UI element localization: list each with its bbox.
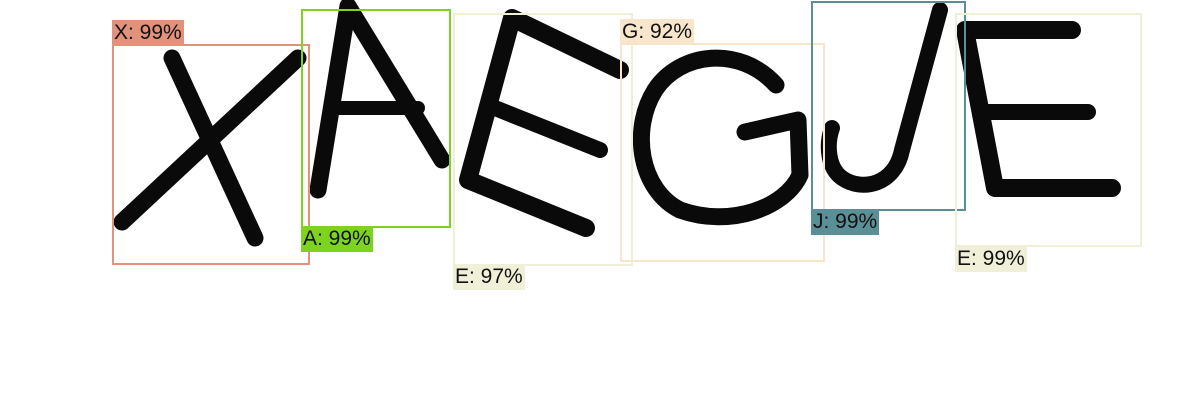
bounding-box-g [620, 43, 825, 262]
bounding-box-e [453, 13, 633, 266]
label-e-confidence: E: 99% [957, 247, 1025, 270]
label-a-confidence: A: 99% [303, 227, 371, 250]
label-j-confidence: J: 99% [813, 210, 878, 233]
label-x-confidence: X: 99% [114, 21, 182, 44]
bounding-box-x [112, 44, 310, 265]
bounding-box-e [955, 13, 1142, 247]
bounding-box-a [301, 9, 451, 228]
label-e-confidence: E: 97% [455, 265, 523, 288]
bounding-box-j [811, 1, 966, 211]
label-g-confidence: G: 92% [622, 20, 693, 43]
